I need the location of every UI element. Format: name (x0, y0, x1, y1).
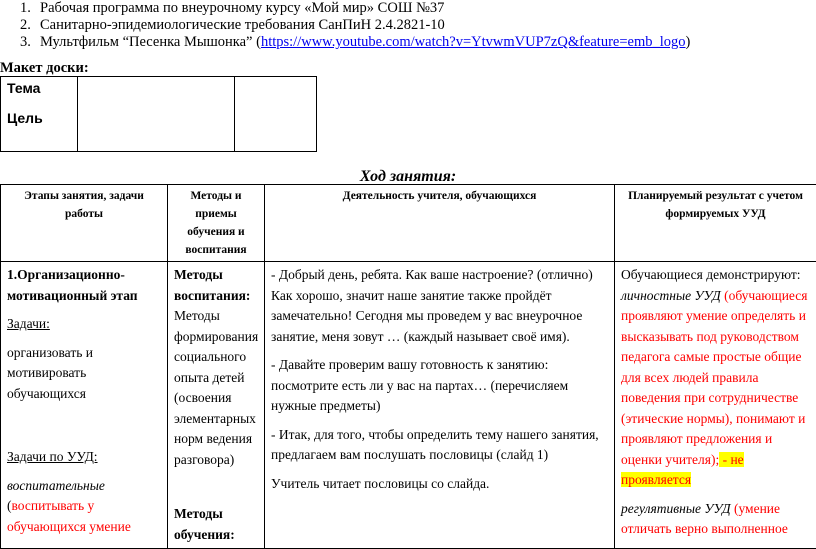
activity-cell (265, 262, 615, 549)
methods-cell (168, 262, 265, 549)
youtube-link[interactable]: https://www.youtube.com/watch?v=YtvwmVUP7zQ&feature=emb_logo (261, 34, 686, 50)
reference-text: Рабочая программа по внеурочному курсу «Мой мир» СОШ №37 (40, 0, 444, 17)
activity-paragraph: - Давайте проверим вашу готовность к занятию: посмотрите есть ли у вас на партах… (перечисляем нужные предметы) (271, 355, 608, 417)
result-cell (615, 262, 816, 549)
column-header-result: Планируемый результат с учетом формируемых УУД (615, 185, 816, 262)
column-header-stages: Этапы занятия, задачи работы (1, 185, 168, 262)
stage-cell (1, 262, 168, 549)
personal-uud-text: (обучающиеся проявляют умение определять и высказывать под руководством педагога самые простые общие для всех людей правила поведения при сотрудничестве (этические нормы), понимают и проявляют предложения и оценки учителя); (621, 288, 807, 467)
reference-text-after: ) (686, 34, 691, 50)
activity-paragraph: Учитель читает пословицы со слайда. (271, 474, 608, 495)
tasks-label: Задачи: (7, 314, 161, 335)
board-topic-label: Тема (1, 80, 77, 96)
lesson-title: Ход занятия: (0, 168, 816, 186)
paren: ( (7, 498, 12, 513)
uud-tasks-label: Задачи по УУД: (7, 447, 161, 468)
lesson-table (0, 184, 816, 549)
board-layout-table (0, 76, 317, 152)
regulatory-uud-text: (умение отличать верно выполненное (621, 501, 788, 537)
reference-text: Санитарно-эпидемиологические требования СанПиН 2.4.2821-10 (40, 17, 445, 34)
personal-uud-highlight: - не проявляется (621, 452, 744, 488)
activity-paragraph: - Добрый день, ребята. Как ваше настроение? (отлично) Как хорошо, значит наше занятие также пройдёт замечательно! Сегодня мы проведем у вас внеурочное занятие, меня зовут … (каждый называет своё имя). (271, 265, 608, 347)
educational-label: воспитательные (7, 476, 161, 497)
board-cell (78, 77, 235, 152)
column-header-activity: Деятельность учителя, обучающихся (265, 185, 615, 262)
activity-paragraph: - Итак, для того, чтобы определить тему нашего занятия, предлагаем вам послушать пословицы (слайд 1) (271, 425, 608, 466)
reference-number: 3. (20, 34, 31, 51)
regulatory-uud (621, 499, 810, 540)
board-cell (235, 77, 317, 152)
personal-uud (621, 286, 810, 491)
education-methods-label: Методы воспитания: (174, 265, 258, 306)
educational-text (7, 496, 161, 537)
educational-goal: воспитывать у обучающихся умение (7, 498, 131, 534)
teaching-methods-label: Методы обучения: (174, 504, 258, 545)
regulatory-uud-label: регулятивные УУД (621, 501, 731, 516)
stage-title: 1.Организационно-мотивационный этап (7, 265, 161, 306)
personal-uud-label: личностные УУД (621, 288, 721, 303)
table-row (1, 262, 816, 549)
table-header-row (1, 185, 816, 262)
board-goal-label: Цель (1, 110, 77, 126)
board-labels-cell (1, 77, 78, 152)
reference-text (40, 34, 690, 51)
education-methods-text: Методы формирования социального опыта детей (освоения элементарных норм ведения разговора) (174, 306, 258, 470)
column-header-methods: Методы и приемы обучения и воспитания (168, 185, 265, 262)
board-layout-label: Макет доски: (0, 60, 89, 77)
reference-number: 1. (20, 0, 31, 17)
tasks-text: организовать и мотивировать обучающихся (7, 343, 161, 405)
reference-number: 2. (20, 17, 31, 34)
reference-text-before: Мультфильм “Песенка Мышонка” ( (40, 34, 261, 50)
result-intro: Обучающиеся демонстрируют: (621, 265, 810, 286)
